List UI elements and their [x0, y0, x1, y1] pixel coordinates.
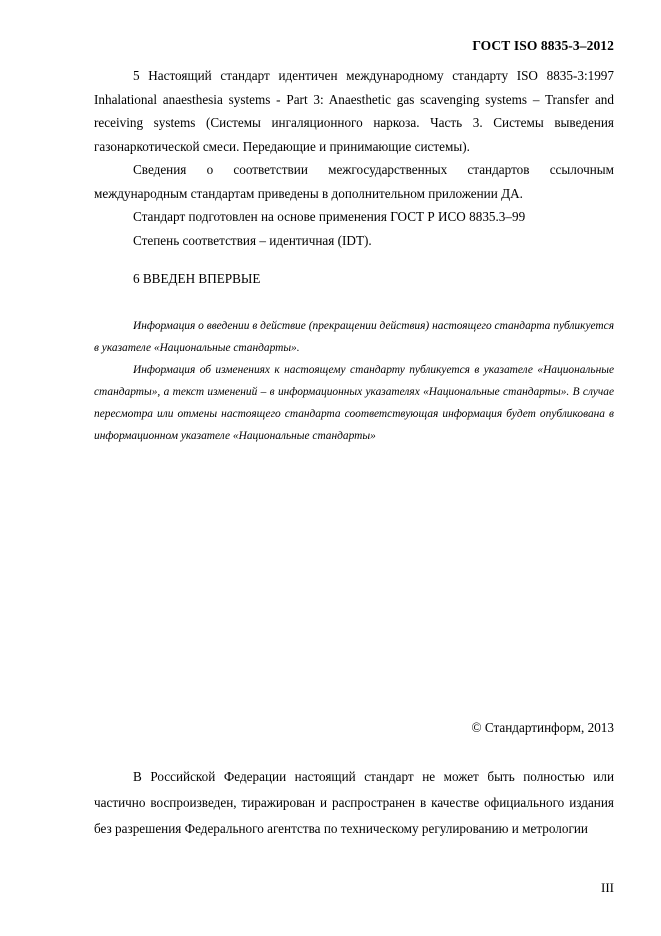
reproduction-notice: В Российской Федерации настоящий стандарт не может быть полностью или частично воспроизведен, тиражирован и распространен в качестве официального издания без разрешения Федерального агентства по техническому регулированию и метрологии: [94, 769, 614, 836]
paragraph-conformity: Сведения о соответствии межгосударственных стандартов ссылочным международным стандартам приведены в дополнительном приложении ДА.: [94, 162, 614, 201]
section-6-title: 6 ВВЕДЕН ВПЕРВЫЕ: [133, 271, 261, 286]
info-block: [94, 315, 614, 447]
intro-block: [94, 64, 614, 252]
info-paragraph-introduction: Информация о введении в действие (прекращении действия) настоящего стандарта публикуется в указателе «Национальные стандарты».: [94, 320, 614, 354]
page-number: III: [601, 880, 614, 895]
paragraph-degree: Степень соответствия – идентичная (IDT).: [133, 232, 372, 248]
info-paragraph-changes: Информация об изменениях к настоящему стандарту публикуется в указателе «Национальные стандарты», а текст изменений – в информационных указателях «Национальные стандарты». В случае пересмотра или отмены настоящего стандарта соответствующая информация будет опубликована в информационном указателе «Национальные стандарты»: [94, 364, 614, 442]
reproduction-notice-block: [94, 764, 614, 842]
document-header: ГОСТ ISO 8835-3–2012: [472, 38, 614, 53]
paragraph-basis: Стандарт подготовлен на основе применения ГОСТ Р ИСО 8835.3–99: [133, 209, 526, 224]
copyright-notice: © Стандартинформ, 2013: [471, 720, 614, 735]
paragraph-5-identity: 5 Настоящий стандарт идентичен международному стандарту ISO 8835-3:1997 Inhalational anaesthesia systems - Part 3: Anaesthetic gas scavenging systems – Transfer and receiving systems (Системы ингаляционного наркоза. Часть 3. Системы выведения газонаркотической смеси. Передающие и принимающие системы).: [94, 68, 614, 154]
